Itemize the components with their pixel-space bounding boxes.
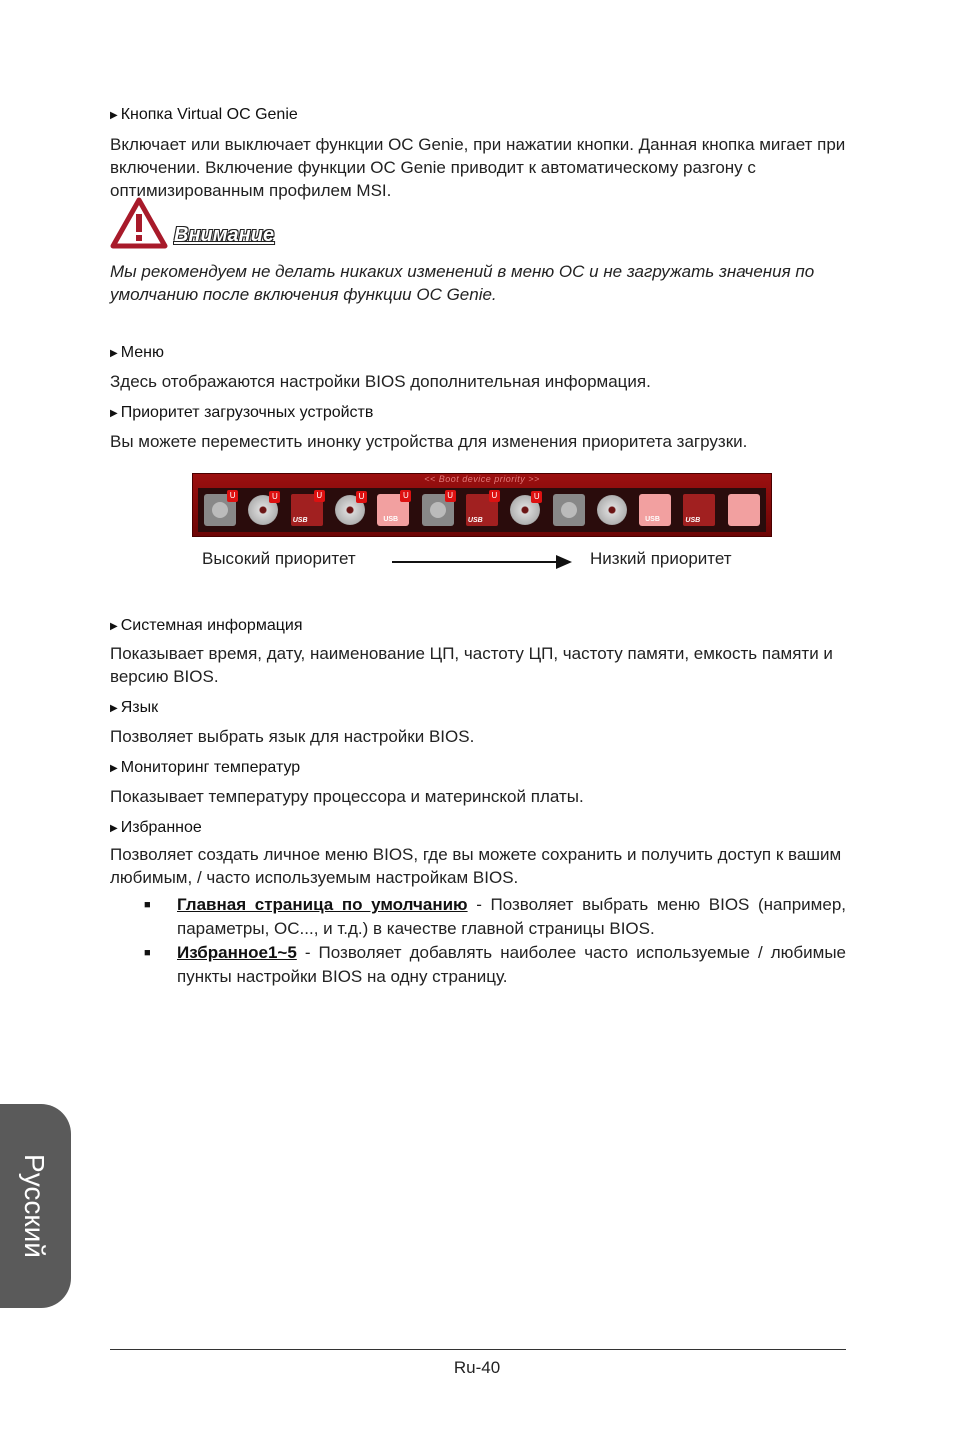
usb-label: USB bbox=[645, 516, 660, 523]
bullet-term: Главная страница по умолчанию bbox=[177, 895, 468, 914]
triangle-bullet-icon: ▶ bbox=[110, 109, 118, 121]
hdd-device-icon[interactable] bbox=[553, 494, 585, 526]
uefi-badge: U bbox=[531, 491, 542, 503]
section-body-lang: Позволяет выбрать язык для настройки BIOS. bbox=[110, 727, 475, 746]
triangle-bullet-icon: ▶ bbox=[110, 702, 118, 714]
section-title-boot bbox=[110, 404, 373, 422]
usb-key-device-icon[interactable] bbox=[639, 494, 671, 526]
section-body-temp: Показывает температуру процессора и материнской платы. bbox=[110, 787, 584, 806]
triangle-bullet-icon: ▶ bbox=[110, 822, 118, 834]
arrow-right-icon bbox=[556, 555, 572, 569]
network-device-icon[interactable] bbox=[728, 494, 760, 526]
section-title-menu bbox=[110, 344, 164, 362]
boot-bar-caption: << Boot device priority >> bbox=[424, 474, 540, 484]
usb-key-device-icon[interactable] bbox=[377, 491, 409, 526]
hdd-device-icon[interactable] bbox=[204, 491, 236, 526]
usb-device-icon[interactable] bbox=[683, 494, 715, 526]
uefi-badge: U bbox=[489, 490, 500, 502]
floppy-device-icon[interactable] bbox=[422, 491, 454, 526]
section-title-text: Кнопка Virtual OC Genie bbox=[120, 106, 298, 123]
section-title-text: Избранное bbox=[120, 819, 202, 836]
section-title-temp bbox=[110, 759, 300, 777]
triangle-bullet-icon: ▶ bbox=[110, 347, 118, 359]
square-bullet-icon: ■ bbox=[144, 947, 151, 959]
section-body-sysinfo: Показывает время, дату, наименование ЦП, частоту ЦП, частоту памяти, емкость памяти и версию BIOS. bbox=[110, 644, 833, 686]
section-title-text: Приоритет загрузочных устройств bbox=[120, 404, 374, 421]
bullet-desc: - Позволяет выбрать меню BIOS (например, параметры, OC..., и т.д.) в качестве главной страницы BIOS. bbox=[177, 895, 846, 938]
language-tab-label: Русский bbox=[19, 1154, 50, 1258]
section-title-sysinfo bbox=[110, 617, 302, 635]
section-title-fav bbox=[110, 819, 202, 837]
high-priority-label: Высокий приоритет bbox=[202, 549, 356, 568]
footer-divider bbox=[110, 1349, 846, 1350]
uefi-badge: U bbox=[269, 491, 280, 503]
section-body-oc-genie: Включает или выключает функции OC Genie, при нажатии кнопки. Данная кнопка мигает при включении. Включение функции OC Genie приводит к автоматическому разгону с оптимизированным профилем MSI. bbox=[110, 135, 846, 200]
usb-label: USB bbox=[383, 516, 399, 523]
usb-device-icon[interactable] bbox=[291, 491, 323, 526]
boot-device-priority-bar bbox=[192, 473, 772, 537]
section-title-text: Язык bbox=[120, 699, 159, 716]
triangle-bullet-icon: ▶ bbox=[110, 407, 118, 419]
bullet-desc: - Позволяет добавлять наиболее часто используемые / любимые пункты настройки BIOS на одну страницу. bbox=[177, 943, 846, 986]
usb-label: USB bbox=[685, 517, 701, 524]
priority-arrow-line bbox=[392, 561, 562, 563]
language-side-tab bbox=[0, 1104, 71, 1308]
optical-disc-device-icon[interactable] bbox=[597, 495, 627, 525]
warning-triangle-icon bbox=[110, 197, 168, 249]
section-title-lang bbox=[110, 699, 158, 717]
low-priority-label: Низкий приоритет bbox=[590, 549, 732, 568]
section-body-boot: Вы можете переместить инонку устройства для изменения приоритета загрузки. bbox=[110, 432, 748, 451]
section-title-oc-genie bbox=[110, 106, 298, 124]
warning-title: Внимание bbox=[174, 224, 275, 246]
optical-disc-device-icon[interactable] bbox=[510, 492, 540, 525]
triangle-bullet-icon: ▶ bbox=[110, 762, 118, 774]
bullet-term: Избранное1~5 bbox=[177, 943, 297, 962]
section-title-text: Мониторинг температур bbox=[120, 759, 301, 776]
section-title-text: Системная информация bbox=[120, 617, 303, 634]
warning-body: Мы рекомендуем не делать никаких изменений в меню OC и не загружать значения по умолчанию после включения функции OC Genie. bbox=[110, 262, 815, 304]
usb-device-icon[interactable] bbox=[466, 491, 498, 526]
uefi-badge: U bbox=[227, 490, 238, 502]
uefi-badge: U bbox=[356, 491, 367, 503]
usb-label: USB bbox=[467, 517, 483, 524]
warning-block bbox=[110, 197, 274, 249]
triangle-bullet-icon: ▶ bbox=[110, 620, 118, 632]
uefi-badge: U bbox=[445, 490, 456, 502]
bullet-item-favorites bbox=[177, 941, 846, 989]
square-bullet-icon: ■ bbox=[144, 899, 151, 911]
usb-label: USB bbox=[292, 517, 308, 524]
section-body-fav: Позволяет создать личное меню BIOS, где вы можете сохранить и получить доступ к вашим любимым, / часто используемым настройкам BIOS. bbox=[110, 845, 842, 887]
boot-device-list bbox=[198, 488, 766, 532]
optical-disc-device-icon[interactable] bbox=[248, 492, 278, 525]
section-body-menu: Здесь отображаются настройки BIOS дополнительная информация. bbox=[110, 372, 651, 391]
uefi-badge: U bbox=[314, 490, 325, 502]
bullet-item-home-page bbox=[177, 893, 846, 941]
section-title-text: Меню bbox=[120, 344, 164, 361]
uefi-badge: U bbox=[400, 490, 411, 502]
page-number: Ru-40 bbox=[453, 1358, 501, 1377]
optical-disc-device-icon[interactable] bbox=[335, 492, 365, 525]
